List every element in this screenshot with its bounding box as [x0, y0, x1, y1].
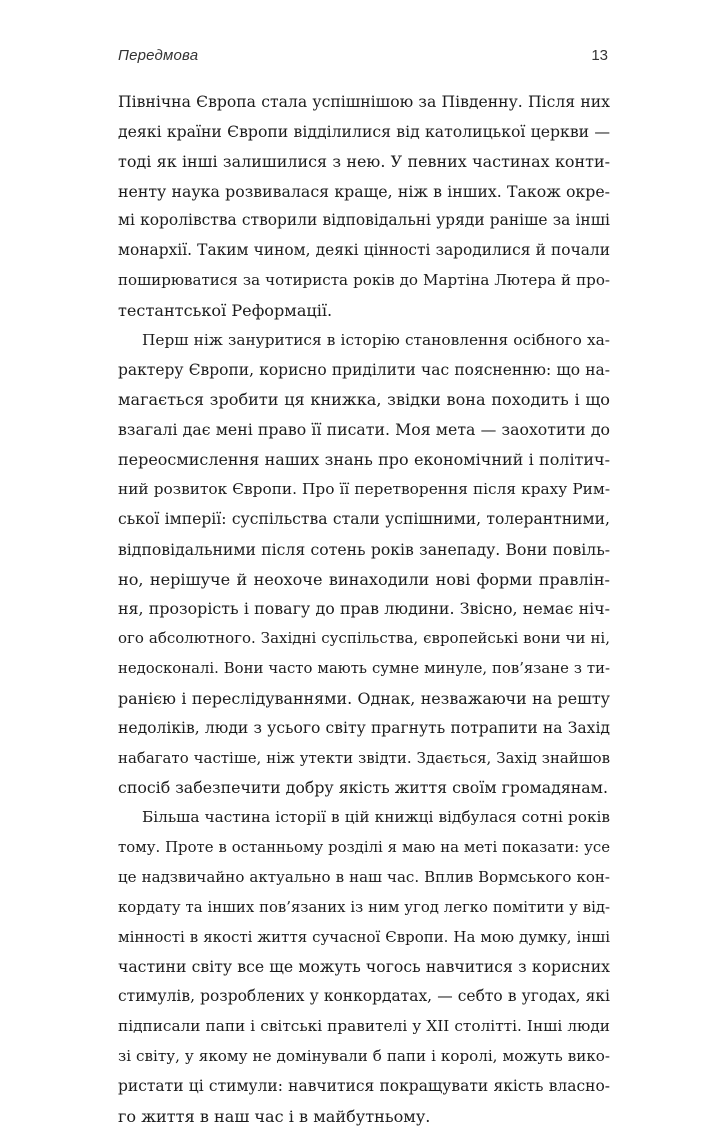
paragraph — [118, 326, 610, 804]
text-line: мі королівства створили відповідальні уряди раніше за інші — [118, 211, 610, 230]
text-line: тестантської Реформації. — [118, 300, 333, 320]
text-line: взагалі дає мені право її писати. Моя мета — заохотити до — [118, 420, 610, 440]
text-line: го життя в наш час і в майбутньому. — [118, 1106, 431, 1126]
text-line: зі світу, у якому не домінували б папи і королі, можуть вико- — [118, 1047, 610, 1065]
text-line: стимулів, розроблених у конкордатах, — себто в угодах, які — [118, 987, 610, 1006]
text-line: підписали папи і світські правителі у XII столітті. Інші люди — [118, 1017, 610, 1036]
text-line: набагато частіше, ніж утекти звідти. Здається, Захід знайшов — [118, 748, 610, 767]
text-line: недоліків, люди з усього світу прагнуть потрапити на Захід — [118, 718, 610, 737]
paragraph — [118, 87, 610, 326]
text-line: Перш ніж зануритися в історію становлення осібного ха- — [142, 330, 610, 349]
paragraph — [118, 803, 610, 1131]
text-line: ненту наука розвивалася краще, ніж в інших. Також окре- — [118, 181, 610, 201]
body-text — [118, 87, 610, 1132]
text-line: деякі країни Європи відділилися від католицької церкви — — [118, 121, 610, 141]
text-line: переосмислення наших знань про економічний і політич- — [118, 450, 610, 470]
text-line: ний розвиток Європи. Про її перетворення після краху Рим- — [118, 479, 610, 498]
text-line: тому. Проте в останньому розділі я маю на меті показати: усе — [118, 838, 610, 857]
text-line: ранією і переслідуваннями. Однак, незважаючи на решту — [118, 688, 610, 708]
text-line: поширюватися за чотириста років до Мартіна Лютера й про- — [118, 271, 610, 290]
text-line: мінності в якості життя сучасної Європи. На мою думку, інші — [118, 927, 610, 946]
text-line: рактеру Європи, корисно приділити час поясненню: що на- — [118, 360, 610, 379]
text-line: Більша частина історії в цій книжці відбулася сотні років — [142, 808, 610, 827]
text-line: тоді як інші залишилися з нею. У певних частинах конти- — [118, 151, 610, 171]
text-line: магається зробити ця книжка, звідки вона походить і що — [118, 390, 610, 410]
text-line: відповідальними після сотень років занепаду. Вони повіль- — [118, 539, 610, 559]
text-line: ристати ці стимули: навчитися покращувати якість власно- — [118, 1076, 610, 1095]
text-line: но, нерішуче й неохоче винаходили нові форми правлін- — [118, 569, 610, 589]
text-line: спосіб забезпечити добру якість життя своїм громадянам. — [118, 778, 608, 798]
text-line: частини світу все ще можуть чогось навчитися з корисних — [118, 957, 610, 977]
page-number: 13 — [591, 47, 608, 64]
text-line: монархії. Таким чином, деякі цінності зародилися й почали — [118, 241, 610, 260]
text-line: недосконалі. Вони часто мають сумне минуле, пов’язане з ти- — [118, 660, 610, 678]
text-line: це надзвичайно актуально в наш час. Вплив Вормського кон- — [118, 867, 610, 886]
text-line: Північна Європа стала успішнішою за Південну. Після них — [118, 92, 610, 111]
text-line: ської імперії: суспільства стали успішними, толерантними, — [118, 509, 610, 528]
text-line: ня, прозорість і повагу до прав людини. Звісно, немає ніч- — [118, 599, 610, 619]
text-line: ого абсолютного. Західні суспільства, європейські вони чи ні, — [118, 629, 610, 648]
text-line: кордату та інших пов’язаних із ним угод легко помітити у від- — [118, 897, 610, 916]
running-head: Передмова — [118, 47, 199, 64]
